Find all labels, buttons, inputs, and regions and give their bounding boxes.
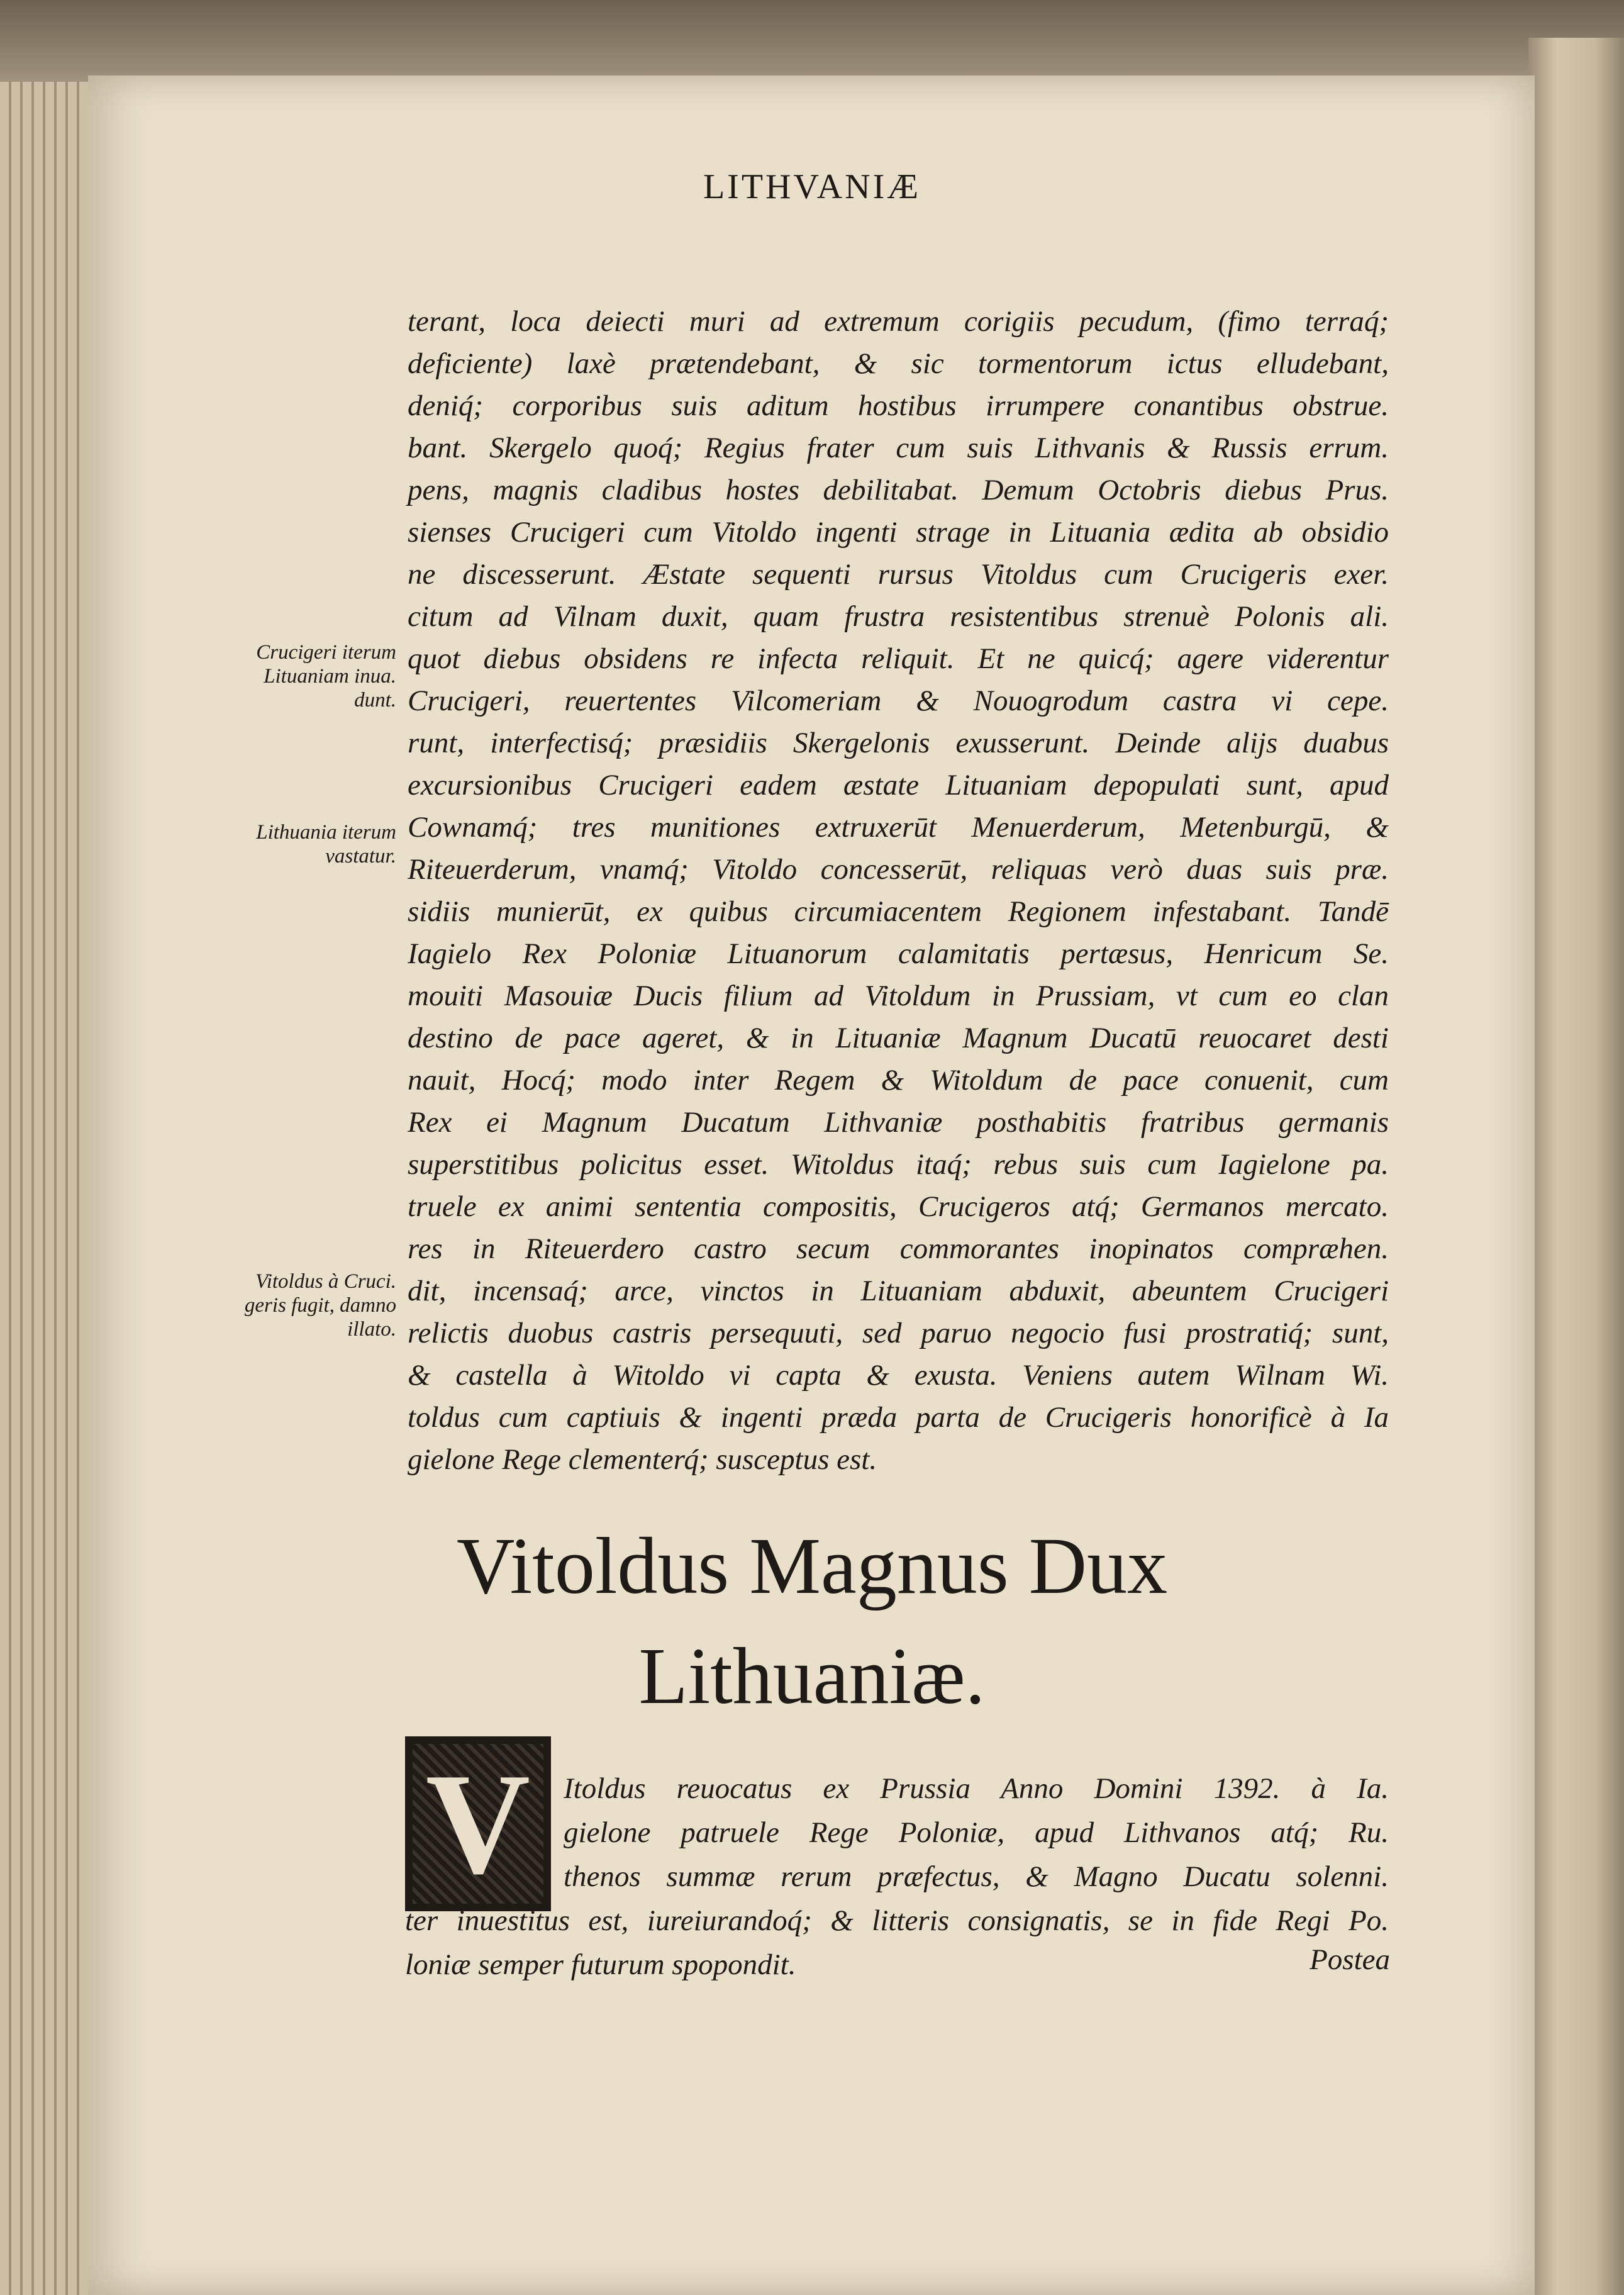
body-line: Cownamq́; tres munitiones extruxerūt Menuerderum, Metenburgū, & <box>408 811 1389 844</box>
initial-ornament <box>413 1744 543 1904</box>
left-page-edges <box>0 82 94 2295</box>
marginal-note-line: geris fugit, damno <box>244 1294 396 1317</box>
para2-line: ter inuestitus est, iureiurandoq́; & litteris consignatis, se in fide Regi Po. <box>405 1904 1389 1937</box>
body-paragraph <box>408 301 1389 1481</box>
marginal-note-line: Vitoldus à Cruci. <box>255 1270 396 1293</box>
body-line: destino de pace ageret, & in Lituaniæ Magnum Ducatū reuocaret desti <box>408 1022 1389 1054</box>
body-line: pens, magnis cladibus hostes debilitabat. Demum Octobris diebus Prus. <box>408 474 1389 506</box>
marginal-note-line: Crucigeri iterum <box>256 641 396 664</box>
para2-line: gielone patruele Rege Poloniæ, apud Lithvanos atq́; Ru. <box>564 1816 1389 1849</box>
body-line: Crucigeri, reuertentes Vilcomeriam & Nouogrodum castra vi cepe. <box>408 684 1389 717</box>
body-line: Iagielo Rex Poloniæ Lituanorum calamitatis pertæsus, Henricum Se. <box>408 937 1389 970</box>
body-line: & castella à Witoldo vi capta & exusta. Veniens autem Wilnam Wi. <box>408 1359 1389 1392</box>
body-line: toldus cum captiuis & ingenti præda parta de Crucigeris honorificè à Ia <box>408 1401 1389 1434</box>
body-line: nauit, Hocq́; modo inter Regem & Witoldum de pace conuenit, cum <box>408 1064 1389 1097</box>
body-line: ne discesserunt. Æstate sequenti rursus Vitoldus cum Crucigeris exer. <box>408 558 1389 591</box>
marginal-note-3 <box>189 1270 396 1341</box>
marginal-note-line: dunt. <box>354 689 396 712</box>
body-line: deficiente) laxè prætendebant, & sic tormentorum ictus elludebant, <box>408 347 1389 380</box>
body-line: runt, interfectisq́; præsidiis Skergelonis exusserunt. Deinde alijs duabus <box>408 727 1389 759</box>
initial-letter: V <box>425 1743 531 1904</box>
body-line: res in Riteuerdero castro secum commorantes inopinatos compræhen. <box>408 1232 1389 1265</box>
body-line: relictis duobus castris persequuti, sed paruo negocio fusi prostratiq́; sunt, <box>408 1317 1389 1349</box>
marginal-note-line: illato. <box>347 1318 396 1341</box>
body-line: citum ad Vilnam duxit, quam frustra resistentibus strenuè Polonis ali. <box>408 600 1389 633</box>
running-head: LITHVANIÆ <box>703 167 921 206</box>
right-page-edge <box>1528 38 1624 2295</box>
chapter-title-line-1: Vitoldus Magnus Dux <box>456 1521 1168 1611</box>
body-line: gielone Rege clementerq́; susceptus est. <box>408 1443 877 1476</box>
chapter-title-line-2: Lithuaniæ. <box>638 1631 986 1721</box>
marginal-note-1 <box>189 640 396 712</box>
para2-line: loniæ semper futurum spopondit. <box>405 1948 796 1981</box>
body-line: deniq́; corporibus suis aditum hostibus irrumpere conantibus obstrue. <box>408 389 1389 422</box>
body-line: bant. Skergelo quoq́; Regius frater cum suis Lithvanis & Russis errum. <box>408 432 1389 464</box>
catchword: Postea <box>1310 1943 1390 1976</box>
body-line: sidiis munierūt, ex quibus circumiacentem Regionem infestabant. Tandē <box>408 895 1389 928</box>
marginal-note-line: Lituaniam inua. <box>264 665 396 688</box>
body-line: excursionibus Crucigeri eadem æstate Lituaniam depopulati sunt, apud <box>408 769 1389 801</box>
marginal-note-line: vastatur. <box>325 845 396 868</box>
body-line: Rex ei Magnum Ducatum Lithvaniæ posthabitis fratribus germanis <box>408 1106 1389 1139</box>
body-line: truele ex animi sententia compositis, Crucigeros atq́; Germanos mercato. <box>408 1190 1389 1223</box>
decorated-initial <box>405 1736 551 1911</box>
body-line: terant, loca deiecti muri ad extremum corigiis pecudum, (fimo terraq́; <box>408 305 1389 338</box>
marginal-note-2 <box>189 820 396 868</box>
body-line: quot diebus obsidens re infecta reliquit. Et ne quicq́; agere viderentur <box>408 642 1389 675</box>
para2-line: thenos summæ rerum præfectus, & Magno Ducatu solenni. <box>564 1860 1389 1893</box>
marginal-note-line: Lithuania iterum <box>256 821 396 844</box>
para2-line: Itoldus reuocatus ex Prussia Anno Domini 1392. à Ia. <box>564 1772 1389 1805</box>
body-line: superstitibus policitus esset. Witoldus itaq́; rebus suis cum Iagielone pa. <box>408 1148 1389 1181</box>
body-line: dit, incensaq́; arce, vinctos in Lituaniam abduxit, abeuntem Crucigeri <box>408 1275 1389 1307</box>
body-line: mouiti Masouiæ Ducis filium ad Vitoldum in Prussiam, vt cum eo clan <box>408 980 1389 1012</box>
body-line: Riteuerderum, vnamq́; Vitoldo concesserūt, reliquas verò duas suis præ. <box>408 853 1389 886</box>
body-line: sienses Crucigeri cum Vitoldo ingenti strage in Lituania ædita ab obsidio <box>408 516 1389 549</box>
